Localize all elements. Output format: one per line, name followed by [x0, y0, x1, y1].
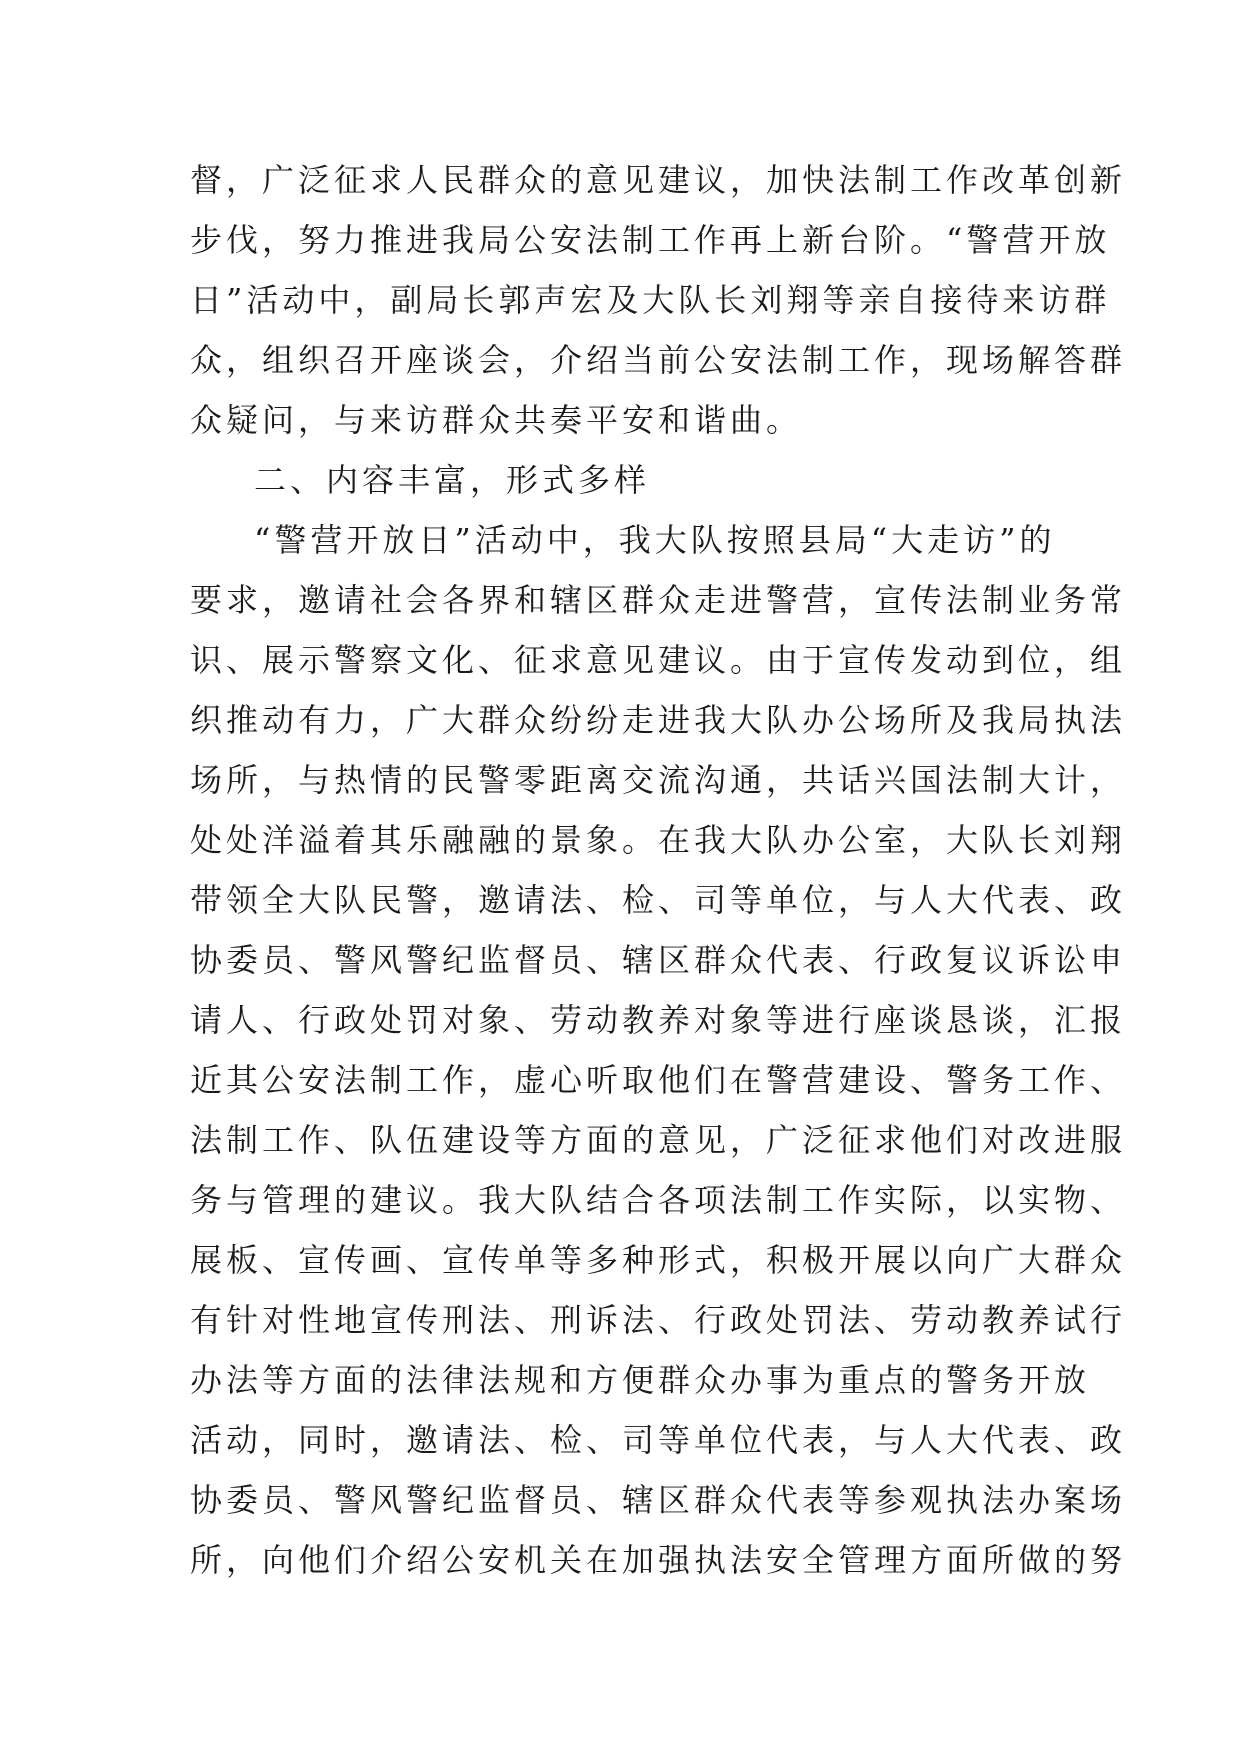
text-line: 织推动有力，广大群众纷纷走进我大队办公场所及我局执法 — [190, 701, 1127, 739]
text-line: 场所，与热情的民警零距离交流沟通，共话兴国法制大计， — [190, 761, 1127, 799]
text-line: 带领全大队民警，邀请法、检、司等单位，与人大代表、政 — [190, 881, 1127, 919]
text-line: 日”活动中，副局长郭声宏及大队长刘翔等亲自接待来访群 — [190, 281, 1111, 319]
text-line: 步伐，努力推进我局公安法制工作再上新台阶。“警营开放 — [190, 221, 1111, 259]
text-line: 众疑问，与来访群众共奏平安和谐曲。 — [190, 401, 803, 439]
text-line: 要求，邀请社会各界和辖区群众走进警营，宣传法制业务常 — [190, 581, 1127, 619]
text-line: 处处洋溢着其乐融融的景象。在我大队办公室，大队长刘翔 — [190, 821, 1127, 859]
text-line: 法制工作、队伍建设等方面的意见，广泛征求他们对改进服 — [190, 1121, 1127, 1159]
text-line: 所，向他们介绍公安机关在加强执法安全管理方面所做的努 — [190, 1541, 1127, 1579]
text-line: 近其公安法制工作，虚心听取他们在警营建设、警务工作、 — [190, 1061, 1127, 1099]
text-line: 督，广泛征求人民群众的意见建议，加快法制工作改革创新 — [190, 161, 1127, 199]
text-line: 展板、宣传画、宣传单等多种形式，积极开展以向广大群众 — [190, 1241, 1127, 1279]
text-line: 协委员、警风警纪监督员、辖区群众代表、行政复议诉讼申 — [190, 941, 1127, 979]
section-heading: 二、内容丰富，形式多样 — [254, 461, 651, 499]
text-line: 办法等方面的法律法规和方便群众办事为重点的警务开放 — [190, 1361, 1091, 1399]
text-line: 请人、行政处罚对象、劳动教养对象等进行座谈恳谈，汇报 — [190, 1001, 1127, 1039]
text-line: 活动，同时，邀请法、检、司等单位代表，与人大代表、政 — [190, 1421, 1127, 1459]
text-line: 众，组织召开座谈会，介绍当前公安法制工作，现场解答群 — [190, 341, 1127, 379]
text-line: 有针对性地宣传刑法、刑诉法、行政处罚法、劳动教养试行 — [190, 1301, 1127, 1339]
text-line: 务与管理的建议。我大队结合各项法制工作实际，以实物、 — [190, 1181, 1127, 1219]
text-line: 识、展示警察文化、征求意见建议。由于宣传发动到位，组 — [190, 641, 1127, 679]
text-line: 协委员、警风警纪监督员、辖区群众代表等参观执法办案场 — [190, 1481, 1127, 1519]
paragraph-first-line: “警营开放日”活动中，我大队按照县局“大走访”的 — [254, 521, 1056, 559]
body-text — [190, 150, 1127, 1590]
